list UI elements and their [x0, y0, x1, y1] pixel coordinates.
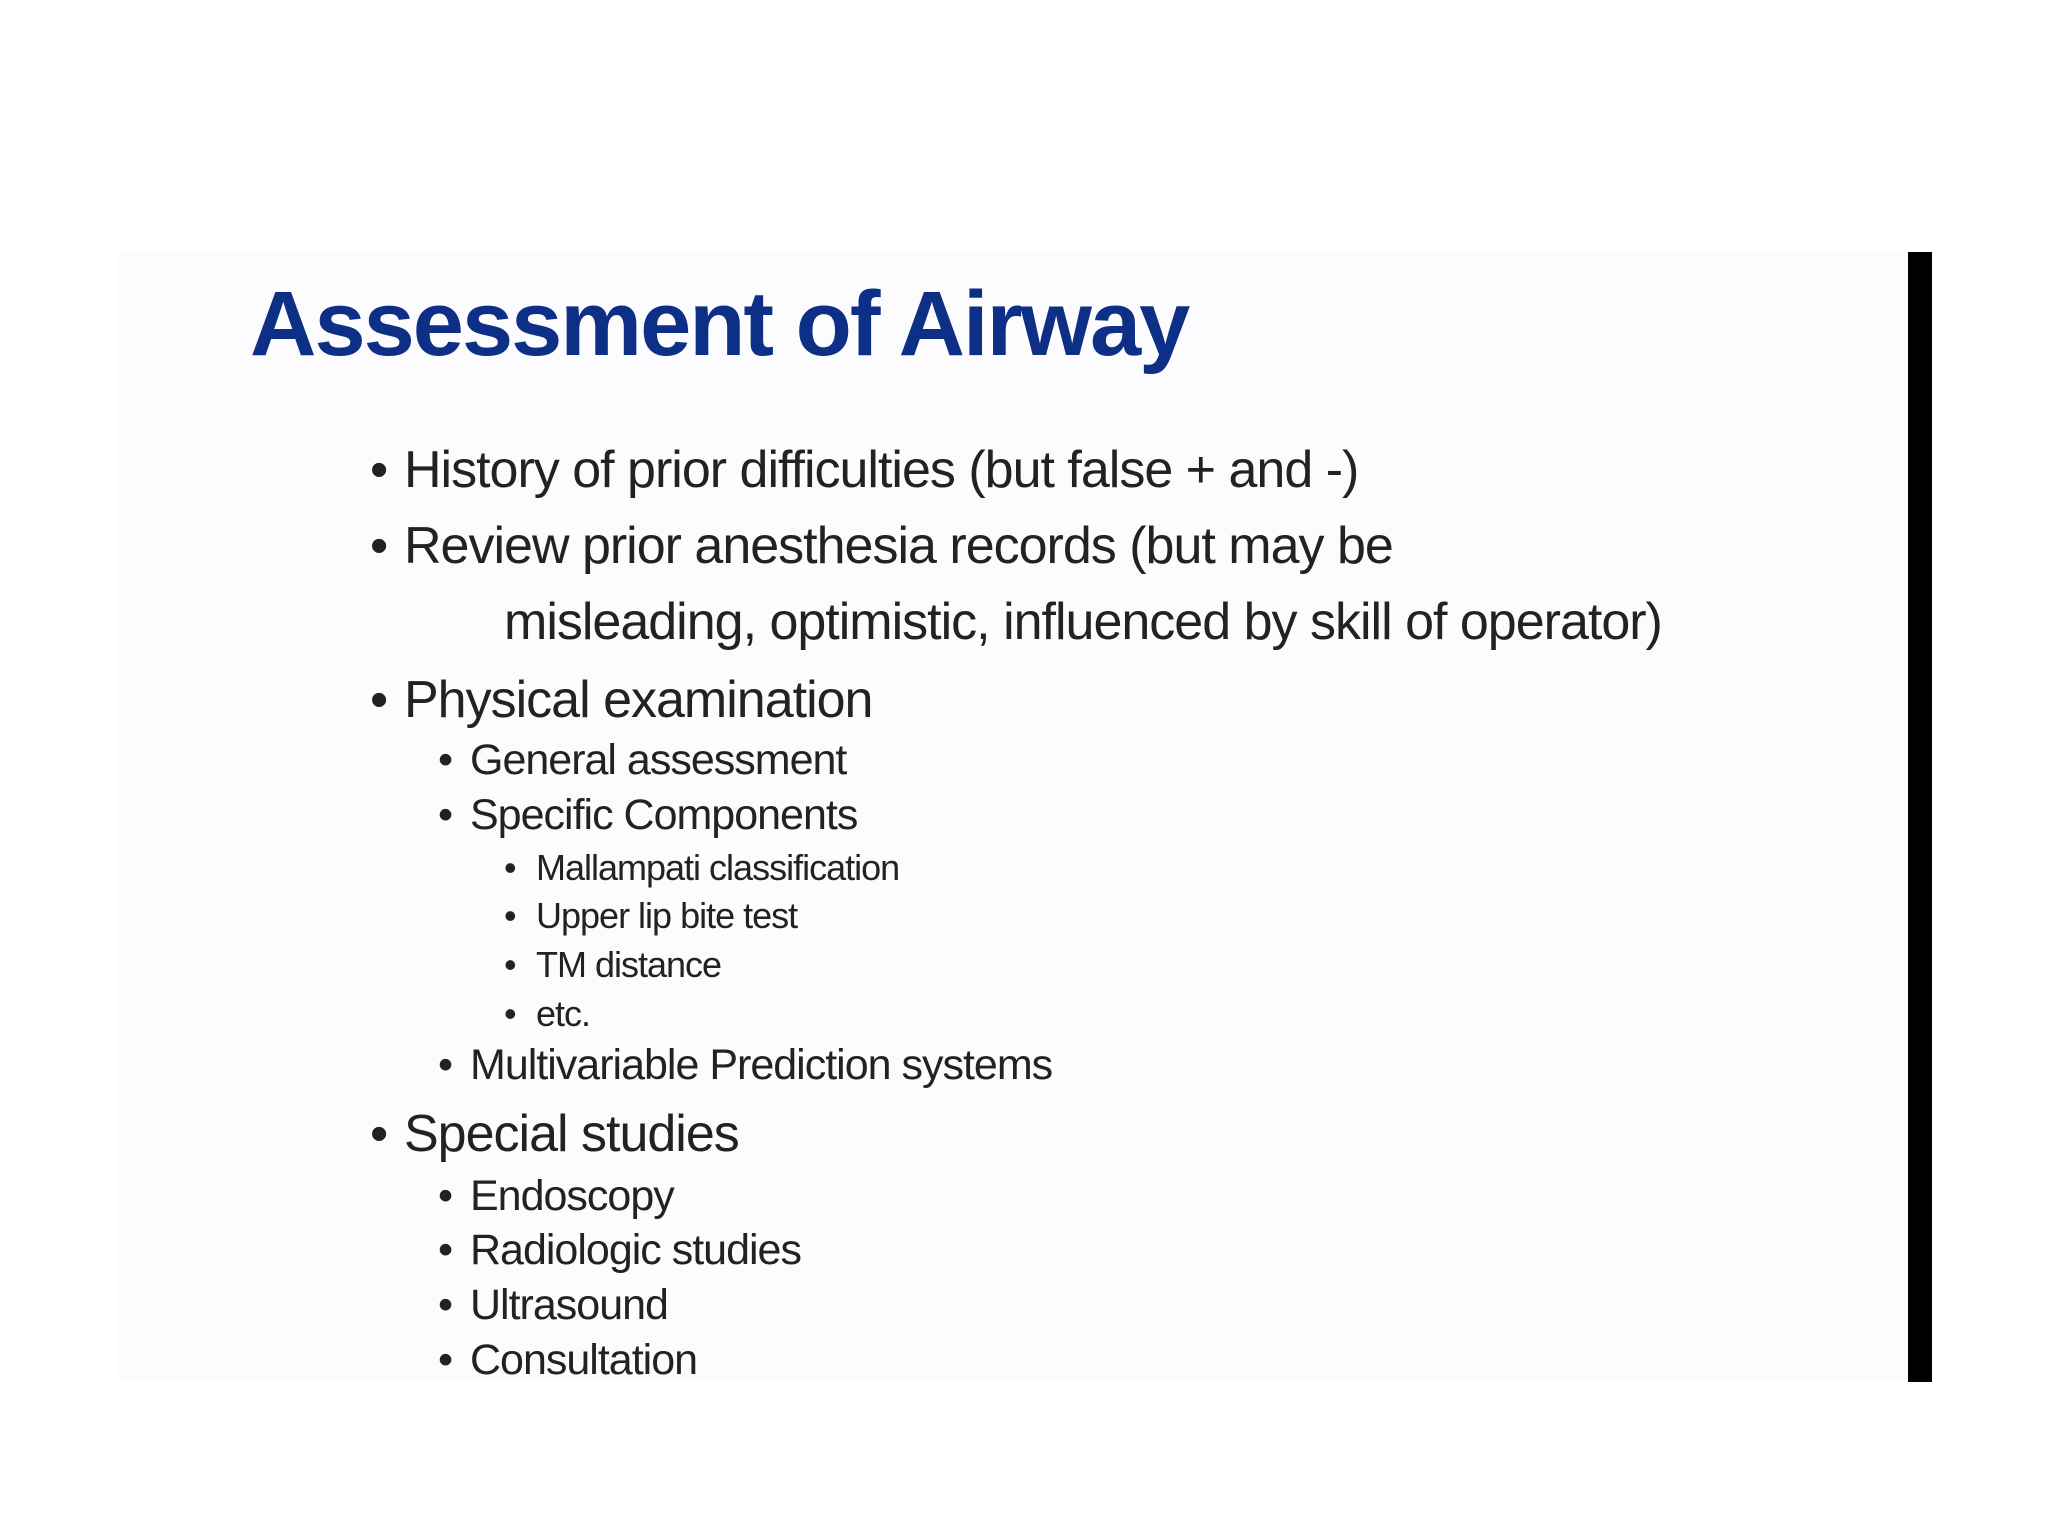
bullet-text: etc.	[536, 993, 591, 1034]
bullet-text: General assessment	[470, 736, 847, 784]
bullet-icon: •	[438, 1226, 453, 1274]
bullet-icon: •	[370, 1105, 388, 1163]
bullet-icon: •	[438, 791, 453, 839]
bullet-icon: •	[504, 993, 516, 1034]
slide-panel	[118, 250, 1908, 1380]
bullet-item-multivariable	[438, 1039, 1053, 1091]
bullet-item-review-records-continuation	[504, 592, 1662, 652]
bullet-text: Consultation	[470, 1336, 698, 1384]
bullet-text: Ultrasound	[470, 1281, 668, 1329]
bullet-icon: •	[504, 847, 516, 888]
bullet-item-history	[370, 440, 1359, 500]
bullet-icon: •	[370, 671, 388, 729]
bullet-icon: •	[504, 895, 516, 936]
bullet-item-tm-distance	[504, 943, 722, 987]
bullet-icon: •	[370, 441, 388, 499]
bullet-icon: •	[438, 1281, 453, 1329]
bullet-icon: •	[438, 1041, 453, 1089]
bullet-item-endoscopy	[438, 1170, 674, 1222]
bullet-icon: •	[438, 1336, 453, 1384]
bullet-item-upper-lip-bite	[504, 894, 798, 938]
bullet-text: Specific Components	[470, 791, 858, 839]
bullet-text: Multivariable Prediction systems	[470, 1041, 1053, 1089]
bullet-icon: •	[504, 944, 516, 985]
bullet-text: Radiologic studies	[470, 1226, 801, 1274]
bullet-text: Upper lip bite test	[536, 895, 798, 936]
bullet-icon: •	[370, 517, 388, 575]
bullet-item-physical-exam	[370, 670, 873, 730]
bullet-item-radiologic	[438, 1224, 801, 1276]
bullet-text: misleading, optimistic, influenced by skill of operator)	[504, 593, 1662, 651]
bullet-text: History of prior difficulties (but false + and -)	[404, 441, 1359, 499]
bullet-text: Endoscopy	[470, 1172, 674, 1220]
bullet-icon: •	[438, 736, 453, 784]
bullet-icon: •	[438, 1172, 453, 1220]
slide-title: Assessment of Airway	[250, 273, 1189, 375]
right-edge-bar	[1908, 252, 1932, 1382]
bullet-item-etc	[504, 992, 591, 1036]
bullet-text: Mallampati classification	[536, 847, 900, 888]
bullet-item-review-records	[370, 516, 1393, 576]
bullet-item-consultation	[438, 1334, 698, 1386]
bullet-text: Special studies	[404, 1105, 739, 1163]
bullet-text: Review prior anesthesia records (but may be	[404, 517, 1393, 575]
bullet-item-general-assessment	[438, 734, 847, 786]
bullet-item-specific-components	[438, 789, 858, 841]
bullet-item-mallampati	[504, 846, 900, 890]
bullet-text: Physical examination	[404, 671, 873, 729]
bullet-item-ultrasound	[438, 1279, 668, 1331]
bullet-text: TM distance	[536, 944, 722, 985]
bullet-item-special-studies	[370, 1104, 739, 1164]
